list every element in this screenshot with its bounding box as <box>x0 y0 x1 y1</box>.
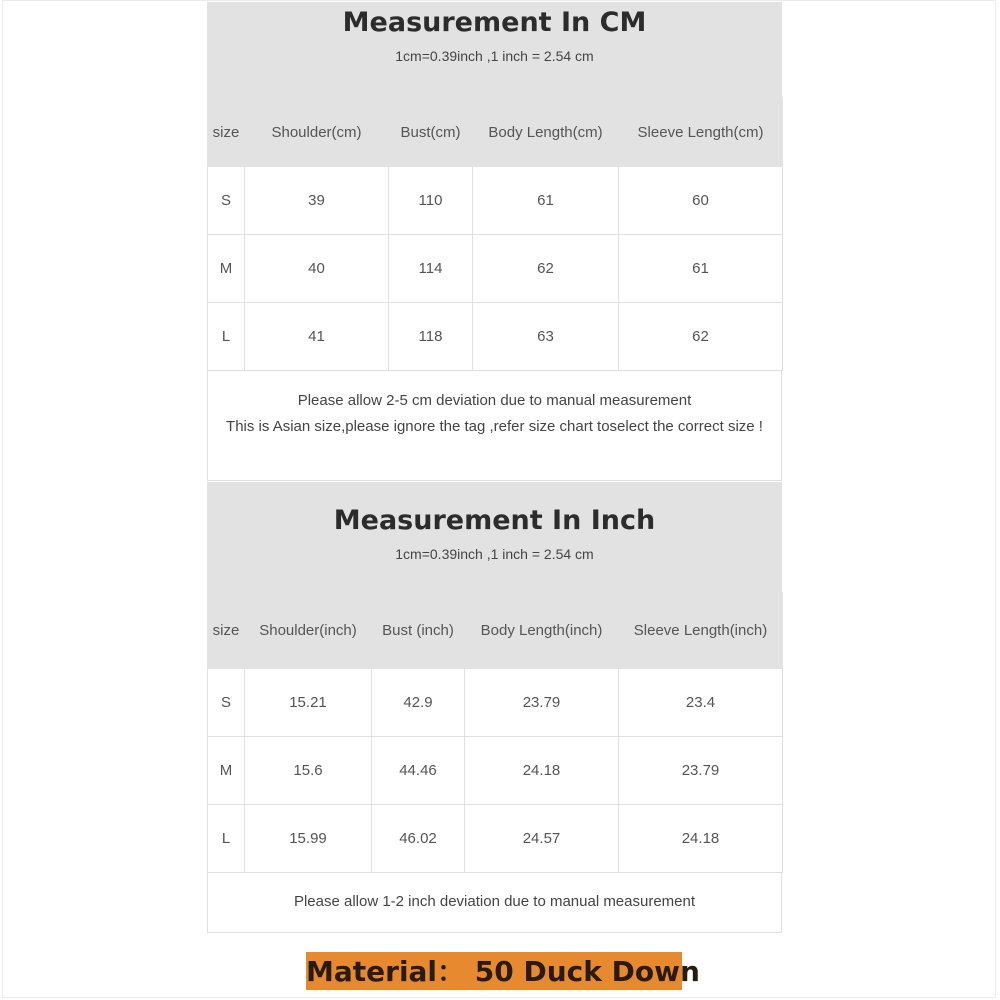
table-row <box>208 303 783 371</box>
inch-size-table <box>207 592 782 873</box>
table-row <box>208 669 783 737</box>
column-header: Sleeve Length(inch) <box>619 593 783 669</box>
table-cell: S <box>208 167 245 235</box>
table-cell: L <box>208 805 245 873</box>
table-cell: 60 <box>619 167 783 235</box>
material-banner: Material： 50 Duck Down <box>306 952 682 990</box>
table-cell: 118 <box>389 303 473 371</box>
inch-header-row <box>208 593 783 669</box>
table-cell: 15.6 <box>245 737 372 805</box>
table-cell: L <box>208 303 245 371</box>
inch-header <box>207 482 782 592</box>
table-cell: 62 <box>619 303 783 371</box>
table-cell: 24.57 <box>465 805 619 873</box>
table-cell: 63 <box>473 303 619 371</box>
cm-size-table <box>207 97 782 371</box>
table-cell: S <box>208 669 245 737</box>
cm-header-row <box>208 98 783 167</box>
cm-conversion: 1cm=0.39inch ,1 inch = 2.54 cm <box>395 48 594 64</box>
table-cell: 61 <box>619 235 783 303</box>
table-row <box>208 167 783 235</box>
cm-note-line2: This is Asian size,please ignore the tag ,refer size chart toselect the correct size ! <box>226 418 763 435</box>
cm-title: Measurement In CM <box>342 7 647 38</box>
column-header: Sleeve Length(cm) <box>619 98 783 167</box>
table-cell: 15.99 <box>245 805 372 873</box>
table-row <box>208 805 783 873</box>
table-cell: 15.21 <box>245 669 372 737</box>
table-cell: 61 <box>473 167 619 235</box>
column-header: Body Length(cm) <box>473 98 619 167</box>
table-cell: M <box>208 737 245 805</box>
table-row <box>208 235 783 303</box>
cm-header <box>207 2 782 98</box>
column-header: Body Length(inch) <box>465 593 619 669</box>
column-header: Bust(cm) <box>389 98 473 167</box>
table-cell: 23.4 <box>619 669 783 737</box>
column-header: Bust (inch) <box>372 593 465 669</box>
table-cell: 24.18 <box>465 737 619 805</box>
table-cell: 110 <box>389 167 473 235</box>
column-header: Shoulder(cm) <box>245 98 389 167</box>
table-cell: 41 <box>245 303 389 371</box>
table-cell: 114 <box>389 235 473 303</box>
table-cell: 23.79 <box>465 669 619 737</box>
column-header: Shoulder(inch) <box>245 593 372 669</box>
table-cell: 23.79 <box>619 737 783 805</box>
table-cell: 39 <box>245 167 389 235</box>
table-cell: 24.18 <box>619 805 783 873</box>
table-cell: 46.02 <box>372 805 465 873</box>
column-header: size <box>208 593 245 669</box>
table-cell: 44.46 <box>372 737 465 805</box>
table-cell: 42.9 <box>372 669 465 737</box>
cm-deviation-note <box>207 370 782 481</box>
inch-conversion: 1cm=0.39inch ,1 inch = 2.54 cm <box>395 546 594 562</box>
table-cell: 40 <box>245 235 389 303</box>
inch-deviation-note <box>207 872 782 933</box>
column-header: size <box>208 98 245 167</box>
cm-note-line1: Please allow 2-5 cm deviation due to manual measurement <box>297 392 692 409</box>
table-row <box>208 737 783 805</box>
table-cell: 62 <box>473 235 619 303</box>
table-cell: M <box>208 235 245 303</box>
inch-title: Measurement In Inch <box>333 505 656 536</box>
inch-note-text: Please allow 1-2 inch deviation due to manual measurement <box>293 893 696 910</box>
